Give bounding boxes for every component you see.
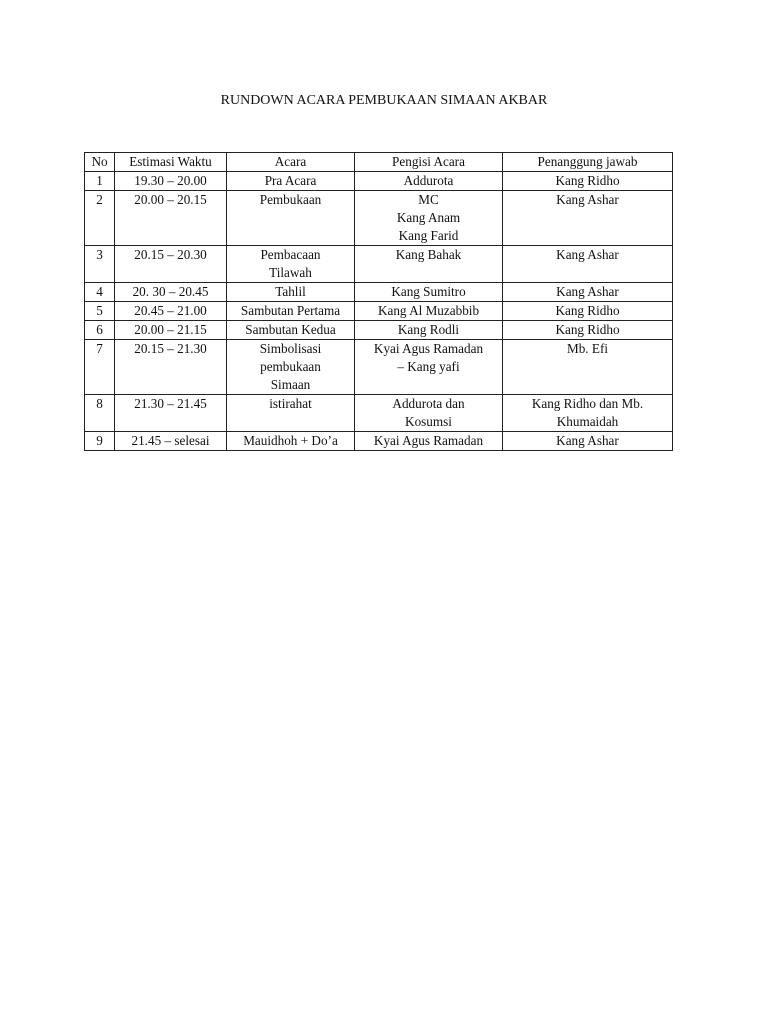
header-acara: Acara: [227, 153, 355, 172]
cell-line: Simaan: [270, 377, 311, 392]
table-row: [85, 321, 673, 340]
cell-pj: Mb. Efi: [503, 340, 673, 395]
cell-no: 6: [85, 321, 115, 340]
cell-pengisi: [355, 395, 503, 432]
cell-line: MC: [418, 192, 439, 207]
rundown-table: [84, 152, 673, 451]
cell-acara: Mauidhoh + Do’a: [227, 432, 355, 451]
cell-pj: Kang Ashar: [503, 283, 673, 302]
table-row: [85, 191, 673, 246]
cell-waktu: 21.30 – 21.45: [115, 395, 227, 432]
header-no: No: [85, 153, 115, 172]
cell-pj: Kang Ashar: [503, 246, 673, 283]
cell-pj: Kang Ashar: [503, 191, 673, 246]
header-penanggung-jawab: Penanggung jawab: [503, 153, 673, 172]
document-title: RUNDOWN ACARA PEMBUKAAN SIMAAN AKBAR: [220, 93, 548, 108]
cell-line: Kang Farid: [398, 228, 459, 243]
cell-waktu: 20.15 – 21.30: [115, 340, 227, 395]
cell-acara: [227, 246, 355, 283]
cell-line: Khumaidah: [556, 414, 619, 429]
cell-waktu: 20.00 – 21.15: [115, 321, 227, 340]
cell-no: 7: [85, 340, 115, 395]
table-row: [85, 283, 673, 302]
cell-acara: Pembukaan: [227, 191, 355, 246]
cell-acara: Tahlil: [227, 283, 355, 302]
cell-waktu: 20. 30 – 20.45: [115, 283, 227, 302]
cell-acara: istirahat: [227, 395, 355, 432]
cell-pj: Kang Ridho: [503, 321, 673, 340]
header-pengisi-acara: Pengisi Acara: [355, 153, 503, 172]
header-estimasi-waktu: Estimasi Waktu: [115, 153, 227, 172]
cell-no: 1: [85, 172, 115, 191]
cell-waktu: 20.15 – 20.30: [115, 246, 227, 283]
cell-line: – Kang yafi: [397, 359, 460, 374]
cell-acara: [227, 340, 355, 395]
cell-no: 5: [85, 302, 115, 321]
cell-line: Tilawah: [269, 265, 312, 280]
cell-no: 2: [85, 191, 115, 246]
table-header-row: [85, 153, 673, 172]
cell-acara: Sambutan Kedua: [227, 321, 355, 340]
cell-pengisi: Addurota: [355, 172, 503, 191]
cell-pengisi: Kang Sumitro: [355, 283, 503, 302]
table-row: [85, 432, 673, 451]
cell-pengisi: Kang Al Muzabbib: [355, 302, 503, 321]
table-row: [85, 172, 673, 191]
cell-line: Kang Ridho dan Mb.: [531, 396, 644, 411]
table-row: [85, 395, 673, 432]
cell-line: Kosumsi: [405, 414, 452, 429]
cell-pengisi: [355, 191, 503, 246]
cell-waktu: 21.45 – selesai: [115, 432, 227, 451]
cell-no: 8: [85, 395, 115, 432]
table-row: [85, 340, 673, 395]
cell-line: pembukaan: [260, 359, 321, 374]
cell-pj: Kang Ridho: [503, 172, 673, 191]
cell-no: 9: [85, 432, 115, 451]
cell-acara: Pra Acara: [227, 172, 355, 191]
cell-pengisi: Kang Bahak: [355, 246, 503, 283]
cell-line: Kyai Agus Ramadan: [373, 341, 484, 356]
cell-pj: Kang Ashar: [503, 432, 673, 451]
cell-no: 3: [85, 246, 115, 283]
table-row: [85, 302, 673, 321]
cell-line: Kang Anam: [396, 210, 461, 225]
cell-waktu: 20.00 – 20.15: [115, 191, 227, 246]
cell-pengisi: Kang Rodli: [355, 321, 503, 340]
cell-waktu: 20.45 – 21.00: [115, 302, 227, 321]
cell-acara: Sambutan Pertama: [227, 302, 355, 321]
cell-pengisi: [355, 340, 503, 395]
cell-no: 4: [85, 283, 115, 302]
cell-pj: Kang Ridho: [503, 302, 673, 321]
cell-line: Pembacaan: [260, 247, 321, 262]
cell-pengisi: Kyai Agus Ramadan: [355, 432, 503, 451]
table-row: [85, 246, 673, 283]
cell-line: Simbolisasi: [259, 341, 322, 356]
cell-pj: [503, 395, 673, 432]
cell-line: Addurota dan: [392, 396, 465, 411]
cell-waktu: 19.30 – 20.00: [115, 172, 227, 191]
